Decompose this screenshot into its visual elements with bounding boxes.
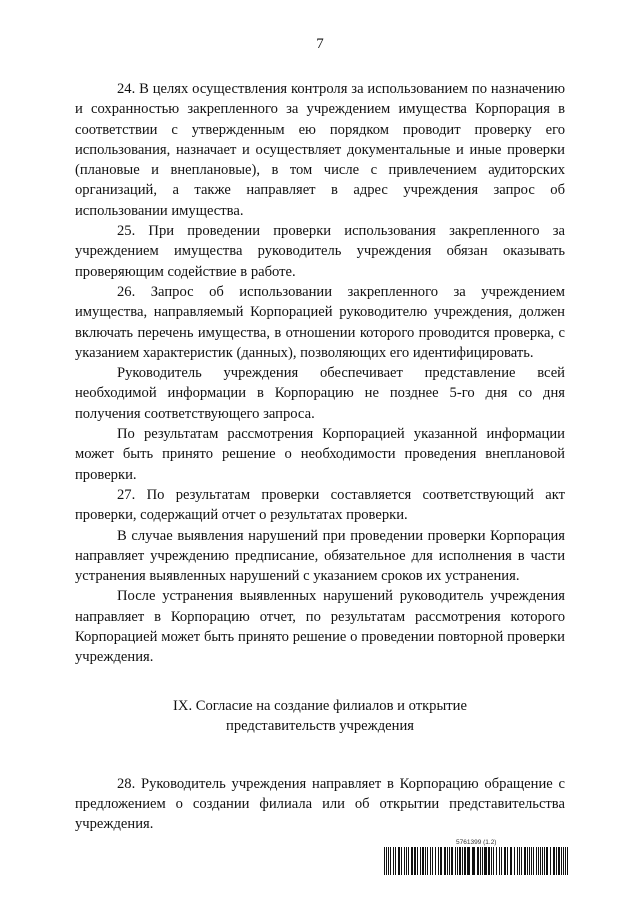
paragraph-25: 25. При проведении проверки использования закрепленного за учреждением имущества руководитель учреждения обязан оказывать проверяющим содействие в работе. xyxy=(75,223,565,280)
paragraph-24: 24. В целях осуществления контроля за использованием по назначению и сохранностью закрепленного за учреждением имущества Корпорация в соответствии с утвержденным ею порядком проводит проверку его использования, назначает и осуществляет документальные и иные проверки (плановые и внеплановые), в том числе с привлечением аудиторских организаций, а также направляет в адрес учреждения запрос об использовании имущества. xyxy=(75,81,565,219)
section-heading-line-1: IX. Согласие на создание филиалов и открытие xyxy=(173,697,467,714)
paragraph-26-info: Руководитель учреждения обеспечивает представление всей необходимой информации в Корпорацию не позднее 5-го дня со дня получения соответствующего запроса. xyxy=(75,365,565,422)
paragraph-27-report: После устранения выявленных нарушений руководитель учреждения направляет в Корпорацию отчет, по результатам рассмотрения которого Корпорацией может быть принято решение о проведении повторной проверки учреждения. xyxy=(75,588,565,666)
paragraph-28: 28. Руководитель учреждения направляет в Корпорацию обращение с предложением о создании филиала или об открытии представительства учреждения. xyxy=(75,775,565,833)
document-body xyxy=(75,79,565,835)
page-number: 7 xyxy=(316,36,324,52)
document-stamp xyxy=(384,839,570,875)
paragraph-27: 27. По результатам проверки составляется соответствующий акт проверки, содержащий отчет о результатах проверки. xyxy=(75,486,565,524)
section-heading xyxy=(75,696,565,736)
section-heading-line-2: представительств учреждения xyxy=(226,717,414,734)
paragraph-27-violations: В случае выявления нарушений при проведении проверки Корпорация направляет учреждению предписание, обязательное для исполнения в части устранения выявленных нарушений с указанием сроков их устранения. xyxy=(75,527,565,585)
paragraph-26: 26. Запрос об использовании закрепленного за учреждением имущества, направляемый Корпорацией руководителю учреждения, должен включать перечень имущества, в отношении которого проводится проверка, с указанием характеристик (данных), позволяющих его идентифицировать. xyxy=(75,283,565,361)
stamp-code: 5761399 (1.2) xyxy=(456,839,497,846)
paragraph-26-decision: По результатам рассмотрения Корпорацией указанной информации может быть принято решение о необходимости проведения внеплановой проверки. xyxy=(75,426,565,483)
barcode xyxy=(384,847,570,875)
